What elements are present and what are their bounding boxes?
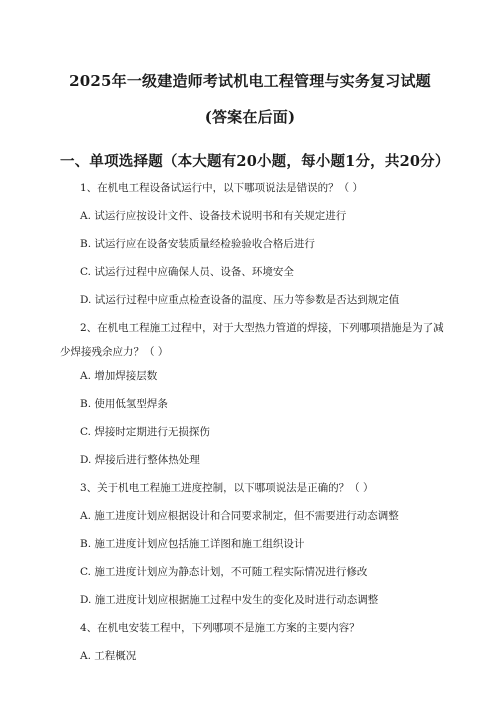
question-list	[60, 180, 450, 676]
question-stem: 4、在机电安装工程中，下列哪项不是施工方案的主要内容？	[80, 622, 360, 634]
question-stem: 2、在机电工程施工过程中，对于大型热力管道的焊接，下列哪项措施是为了减少焊接残余应力？（ ）	[60, 322, 444, 358]
question-option: D. 施工进度计划应根据施工过程中发生的变化及时进行动态调整	[80, 594, 379, 606]
question-option: B. 施工进度计划应包括施工详图和施工组织设计	[80, 538, 305, 550]
question-option: A. 增加焊接层数	[80, 370, 158, 382]
question-option: B. 试运行应在设备安装质量经检验验收合格后进行	[80, 238, 315, 250]
question-option: C. 焊接时定期进行无损探伤	[80, 426, 210, 438]
document-subtitle: (答案在后面)	[204, 108, 296, 126]
question-option: C. 试运行过程中应确保人员、设备、环境安全	[80, 266, 294, 278]
question-option: D. 焊接后进行整体热处理	[80, 454, 200, 466]
section-heading: 一、单项选择题（本大题有20小题，每小题1分，共20分）	[60, 153, 450, 170]
question-option: A. 工程概况	[80, 650, 137, 662]
question-stem: 3、关于机电工程施工进度控制，以下哪项说法是正确的？（ ）	[80, 482, 374, 494]
question-option: B. 使用低氢型焊条	[80, 398, 168, 410]
document-title: 2025年一级建造师考试机电工程管理与实务复习试题	[69, 72, 431, 90]
question-option: A. 试运行应按设计文件、设备技术说明书和有关规定进行	[80, 210, 347, 222]
question-stem: 1、在机电工程设备试运行中，以下哪项说法是错误的？（ ）	[80, 182, 364, 194]
question-option: C. 施工进度计划应为静态计划，不可随工程实际情况进行修改	[80, 566, 368, 578]
question-option: A. 施工进度计划应根据设计和合同要求制定，但不需要进行动态调整	[80, 510, 399, 522]
question-option: D. 试运行过程中应重点检查设备的温度、压力等参数是否达到规定值	[80, 294, 400, 306]
